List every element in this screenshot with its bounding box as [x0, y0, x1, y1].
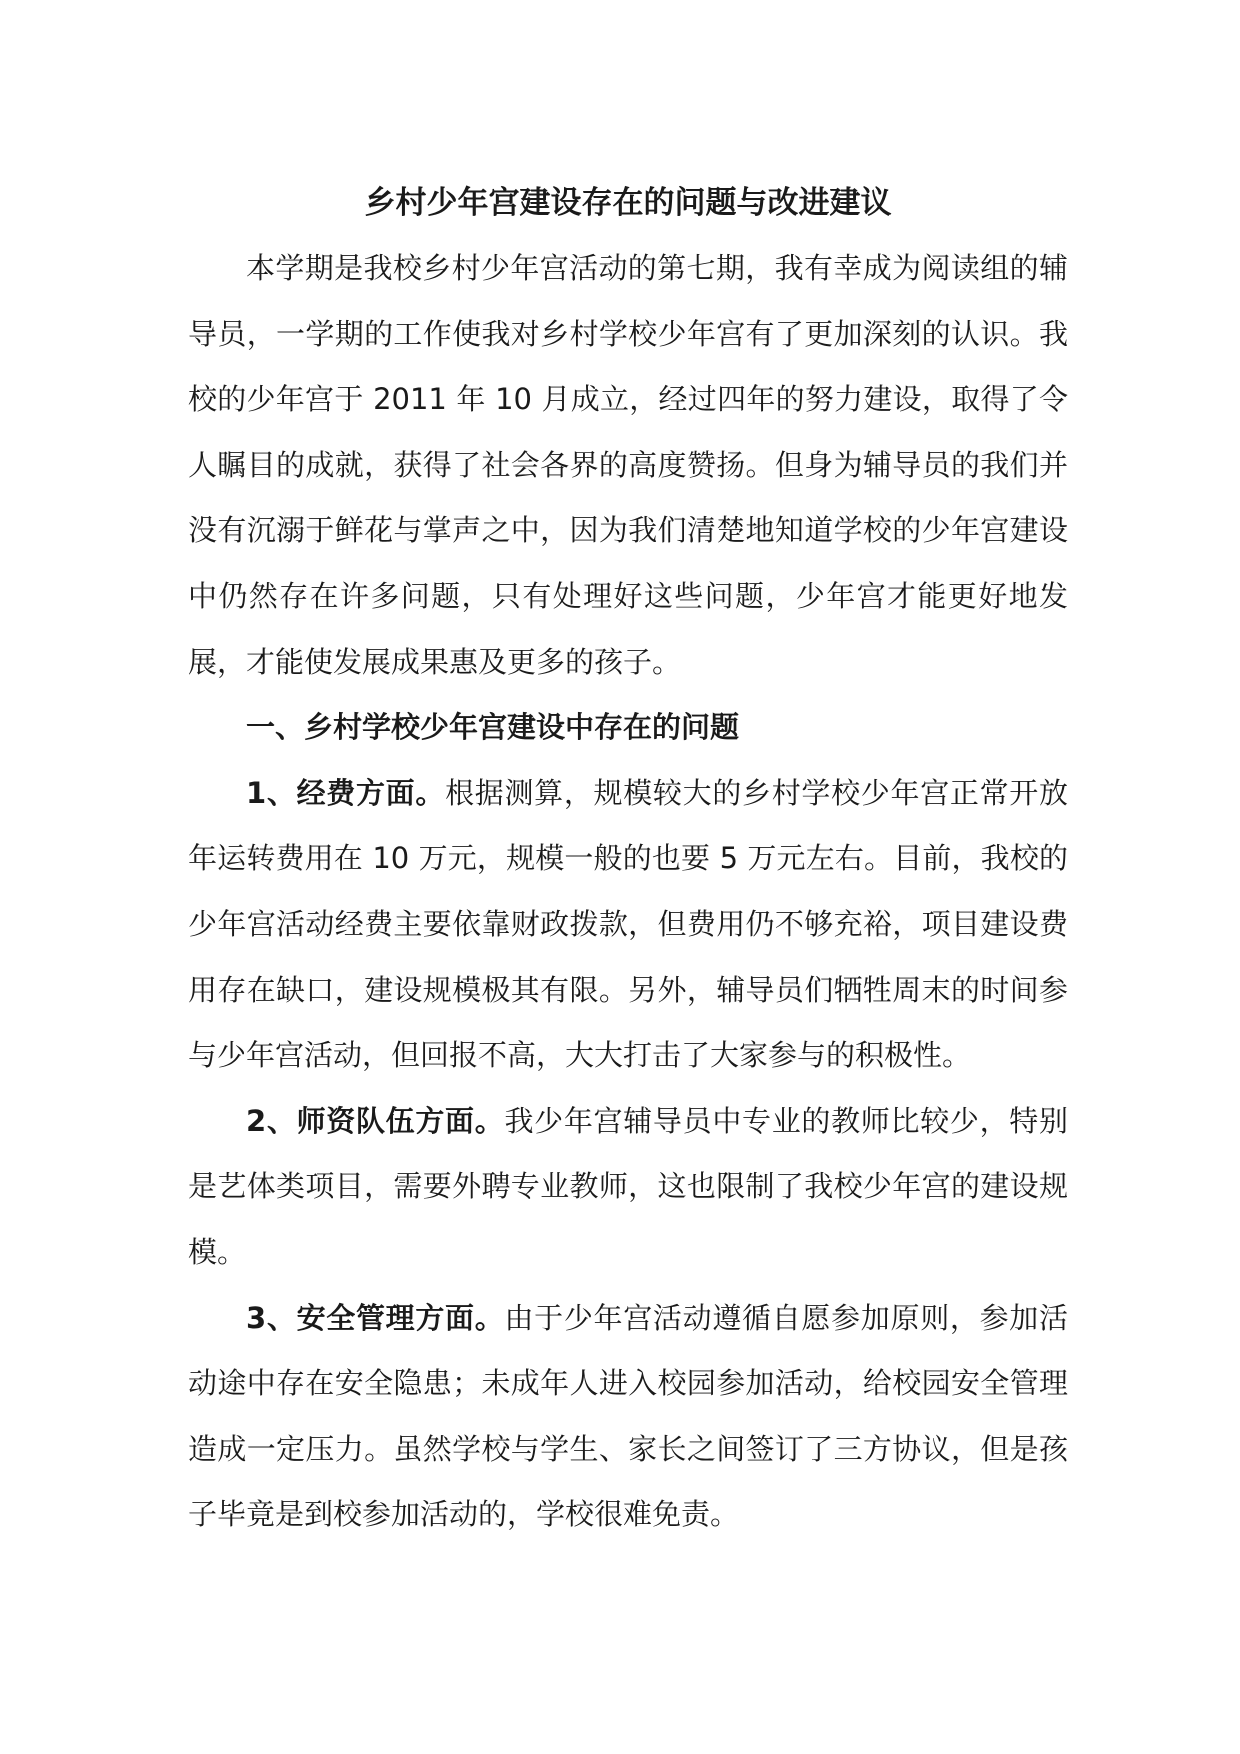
- item-paragraph-1: [188, 761, 1068, 1089]
- document-title: 乡村少年宫建设存在的问题与改进建议: [364, 185, 892, 221]
- item-lead-2: 2、师资队伍方面。: [246, 1103, 505, 1138]
- item-text-2: 我少年宫辅导员中专业的教师比较少，特别是艺体类项目，需要外聘专业教师，这也限制了我校少年宫的建设规模。: [188, 1103, 1068, 1269]
- item-lead-3: 3、安全管理方面。: [246, 1300, 505, 1335]
- intro-paragraph: 本学期是我校乡村少年宫活动的第七期，我有幸成为阅读组的辅导员，一学期的工作使我对乡村学校少年宫有了更加深刻的认识。我校的少年宫于 2011 年 10 月成立，经过四年的努力建设，取得了令人瞩目的成就，获得了社会各界的高度赞扬。但身为辅导员的我们并没有沉溺于鲜花与掌声之中，因为我们清楚地知道学校的少年宫建设中仍然存在许多问题，只有处理好这些问题，少年宫才能更好地发展，才能使发展成果惠及更多的孩子。: [188, 251, 1068, 679]
- document-page: [188, 170, 1068, 1548]
- item-paragraph-3: [188, 1286, 1068, 1548]
- item-text-1: 根据测算，规模较大的乡村学校少年宫正常开放年运转费用在 10 万元，规模一般的也要 5 万元左右。目前，我校的少年宫活动经费主要依靠财政拨款，但费用仍不够充裕，项目建设费用存在缺口，建设规模极其有限。另外，辅导员们牺牲周末的时间参与少年宫活动，但回报不高，大大打击了大家参与的积极性。: [188, 775, 1068, 1073]
- section-heading: 一、乡村学校少年宫建设中存在的问题: [246, 710, 740, 745]
- item-text-3: 由于少年宫活动遵循自愿参加原则，参加活动途中存在安全隐患；未成年人进入校园参加活动，给校园安全管理造成一定压力。虽然学校与学生、家长之间签订了三方协议，但是孩子毕竟是到校参加活动的，学校很难免责。: [188, 1300, 1068, 1532]
- item-paragraph-2: [188, 1089, 1068, 1286]
- item-lead-1: 1、经费方面。: [246, 775, 446, 810]
